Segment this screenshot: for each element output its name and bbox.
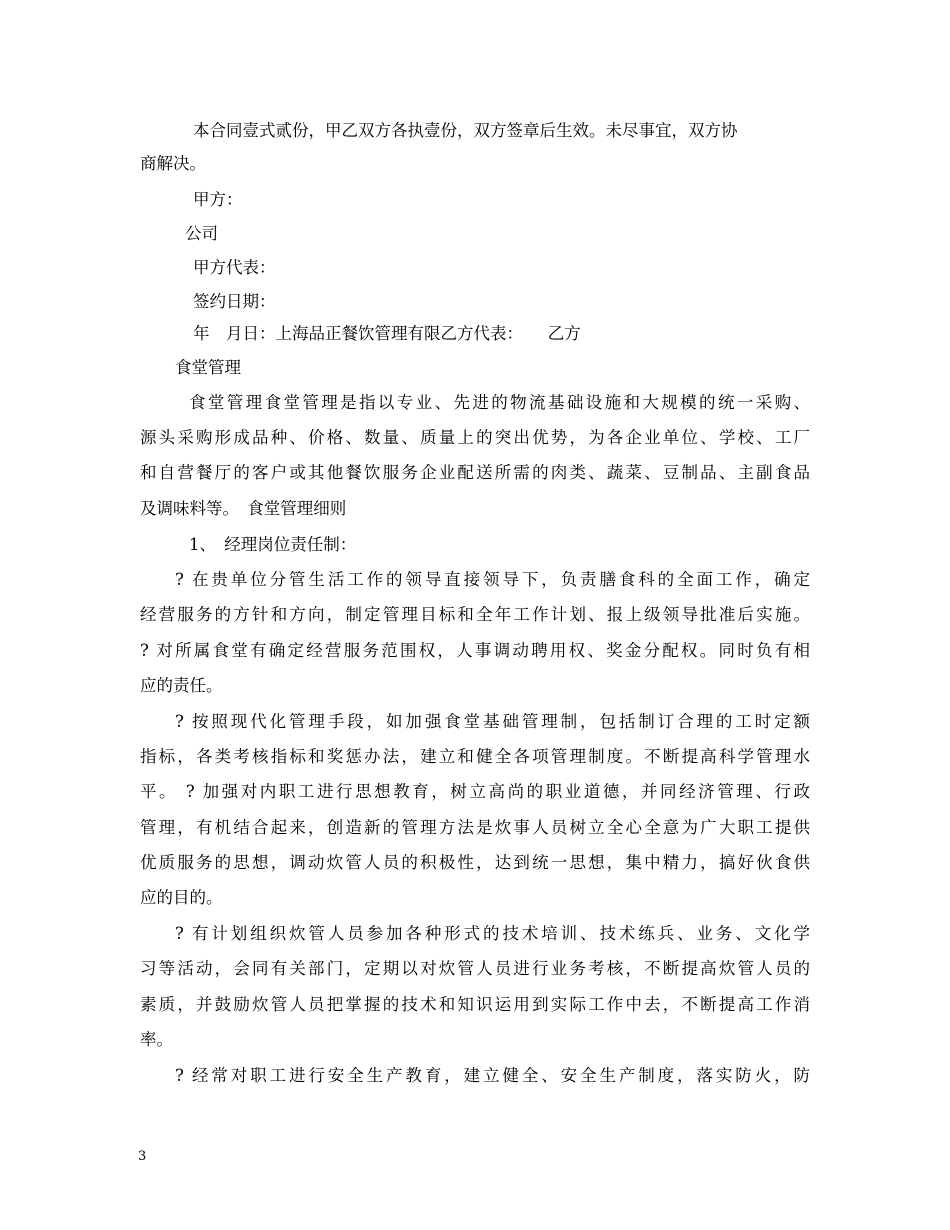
contract-clause: 本合同壹式贰份，甲乙双方各执壹份，双方签章后生效。未尽事宜，双方协	[193, 121, 738, 140]
duty-1-line-1: ? 在贵单位分管生活工作的领导直接领导下，负责膳食科的全面工作，确定	[175, 570, 810, 589]
page-number: 3	[138, 1149, 147, 1164]
duty-1-line-2: 经营服务的方针和方向，制定管理目标和全年工作计划、报上级领导批准后实施。	[140, 605, 810, 624]
intro-line-3: 和自营餐厅的客户或其他餐饮服务企业配送所需的肉类、蔬菜、豆制品、主副食品	[140, 463, 810, 482]
duty-4-line-3: 优质服务的思想，调动炊管人员的积极性，达到统一思想，集中精力，搞好伙食供	[140, 853, 810, 872]
signature-row: 年 月日：上海品正餐饮管理有限乙方代表： 乙方	[193, 324, 581, 343]
section-heading: 食堂管理	[175, 358, 241, 377]
duty-3-line-1: ? 按照现代化管理手段，如加强食堂基础管理制，包括制订合理的工时定额	[175, 712, 810, 731]
duty-4-line-2: 管理，有机结合起来，创造新的管理方法是炊事人员树立全心全意为广大职工提供	[140, 818, 810, 837]
duty-2-line-2: 应的责任。	[140, 676, 223, 695]
intro-line-1: 食堂管理食堂管理是指以专业、先进的物流基础设施和大规模的统一采购、	[189, 393, 810, 412]
duty-2-line-1: ? 对所属食堂有确定经营服务范围权，人事调动聘用权、奖金分配权。同时负有相	[140, 641, 810, 660]
duty-5-line-3: 素质，并鼓励炊管人员把掌握的技术和知识运用到实际工作中去，不断提高工作消	[140, 995, 810, 1014]
company-label: 公司	[185, 224, 218, 243]
duty-5-line-2: 习等活动，会同有关部门，定期以对炊管人员进行业务考核，不断提高炊管人员的	[140, 959, 810, 978]
intro-line-4: 及调味料等。 食堂管理细则	[140, 499, 347, 518]
rule-1-heading: 1、 经理岗位责任制：	[189, 535, 357, 554]
intro-line-2: 源头采购形成品种、价格、数量、质量上的突出优势，为各企业单位、学校、工厂	[140, 428, 810, 447]
duty-6-line-1: ? 经常对职工进行安全生产教育，建立健全、安全生产制度，落实防火，防	[175, 1066, 810, 1085]
duty-5-line-4: 率。	[140, 1030, 173, 1049]
duty-4-line-4: 应的目的。	[140, 888, 223, 907]
party-a-label: 甲方：	[193, 190, 243, 209]
party-a-rep-label: 甲方代表：	[193, 258, 276, 277]
duty-3-line-2: 指标，各类考核指标和奖惩办法，建立和健全各项管理制度。不断提高科学管理水	[140, 747, 810, 766]
sign-date-label: 签约日期：	[193, 292, 276, 311]
duty-3-line-3: 平。 ? 加强对内职工进行思想教育，树立高尚的职业道德，并同经济管理、行政	[140, 782, 810, 801]
duty-5-line-1: ? 有计划组织炊管人员参加各种形式的技术培训、技术练兵、业务、文化学	[175, 924, 810, 943]
contract-clause-cont: 商解决。	[140, 154, 206, 173]
